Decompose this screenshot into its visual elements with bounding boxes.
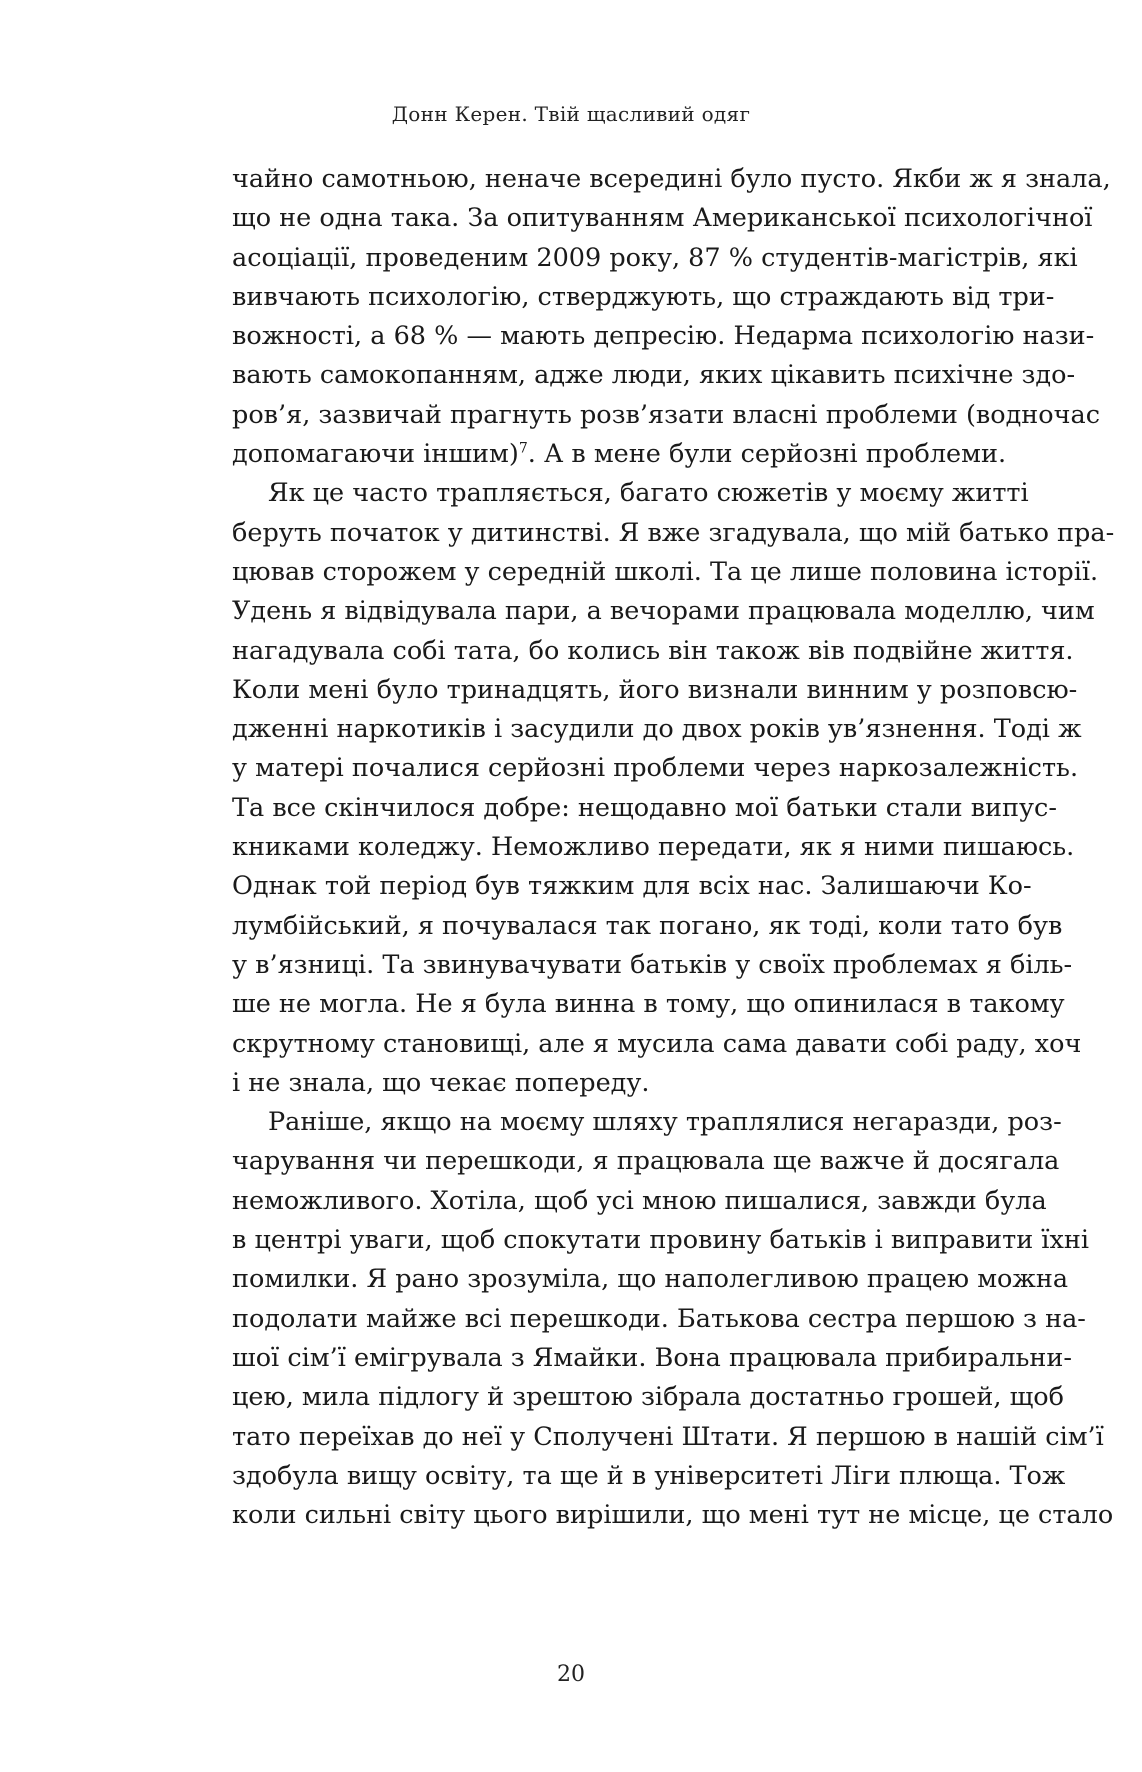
text-line: книками коледжу. Неможливо передати, як я ними пишаюсь. (232, 832, 1075, 863)
text-fragment: . А в мене були серйозні проблеми. (527, 439, 1007, 470)
text-line: дженні наркотиків і засудили до двох років ув’язнення. Тоді ж (232, 714, 1082, 745)
text-line: цював сторожем у середній школі. Та це лише половина історії. (232, 556, 1099, 587)
text-line: здобула вищу освіту, та ще й в університеті Ліги плюща. Тож (232, 1460, 1066, 1491)
text-line: вивчають психологію, стверджують, що страждають від три- (232, 281, 1055, 312)
text-line: подолати майже всі перешкоди. Батькова сестра першою з на- (232, 1303, 1086, 1334)
text-line: і не знала, що чекає попереду. (232, 1067, 650, 1098)
text-line: що не одна така. За опитуванням Американської психологічної (232, 203, 1093, 234)
text-line: асоціації, проведеним 2009 року, 87 % студентів-магістрів, які (232, 242, 1078, 273)
text-line: цею, мила підлогу й зрештою зібрала достатньо грошей, щоб (232, 1382, 1064, 1413)
text-fragment: допомагаючи іншим) (232, 439, 519, 470)
text-line: вають самокопанням, адже люди, яких цікавить психічне здо- (232, 360, 1076, 391)
text-line: нагадувала собі тата, бо колись він також вів подвійне життя. (232, 635, 1074, 666)
text-line: скрутному становищі, але я мусила сама давати собі раду, хоч (232, 1028, 1082, 1059)
text-line: в центрі уваги, щоб спокутати провину батьків і виправити їхні (232, 1225, 1089, 1256)
text-line: шої сім’ї емігрувала з Ямайки. Вона працювала прибиральни- (232, 1342, 1073, 1373)
text-line: Однак той період був тяжким для всіх нас. Залишаючи Ко- (232, 871, 1032, 902)
text-line: ров’я, зазвичай прагнуть розв’язати власні проблеми (водночас (232, 399, 1100, 430)
text-line: Як це часто трапляється, багато сюжетів у моєму житті (268, 478, 1029, 509)
text-line: лумбійський, я почувалася так погано, як тоді, коли тато був (232, 910, 1063, 941)
text-line: чайно самотньою, неначе всередині було пусто. Якби ж я знала, (232, 164, 1111, 194)
body-text (232, 160, 1115, 1535)
text-line: Раніше, якщо на моєму шляху траплялися негаразди, роз- (268, 1107, 1062, 1138)
text-line: ше не могла. Не я була винна в тому, що опинилася в такому (232, 989, 1065, 1020)
text-line: Та все скінчилося добре: нещодавно мої батьки стали випус- (232, 792, 1057, 823)
text-line: Удень я відвідувала пари, а вечорами працювала моделлю, чим (232, 596, 1095, 627)
text-line: беруть початок у дитинстві. Я вже згадувала, що мій батько пра- (232, 517, 1115, 548)
text-line: у в’язниці. Та звинувачувати батьків у своїх проблемах я біль- (232, 949, 1073, 980)
text-line: коли сильні світу цього вирішили, що мені тут не місце, це стало (232, 1500, 1114, 1531)
page-number: 20 (557, 1662, 585, 1687)
text-line: вожності, а 68 % — мають депресію. Недарма психологію нази- (232, 321, 1095, 352)
text-line: помилки. Я рано зрозуміла, що наполегливою працею можна (232, 1264, 1069, 1295)
running-header: Донн Керен. Твій щасливий одяг (391, 102, 751, 126)
text-line: у матері почалися серйозні проблеми через наркозалежність. (232, 753, 1079, 784)
text-line: чарування чи перешкоди, я працювала ще важче й досягала (232, 1146, 1060, 1177)
footnote-marker[interactable]: 7 (518, 440, 528, 457)
text-line: тато переїхав до неї у Сполучені Штати. Я першою в нашій сім’ї (232, 1421, 1104, 1452)
text-line (232, 435, 1007, 474)
text-line: неможливого. Хотіла, щоб усі мною пишалися, завжди була (232, 1185, 1047, 1216)
text-line: Коли мені було тринадцять, його визнали винним у розповсю- (232, 674, 1078, 705)
